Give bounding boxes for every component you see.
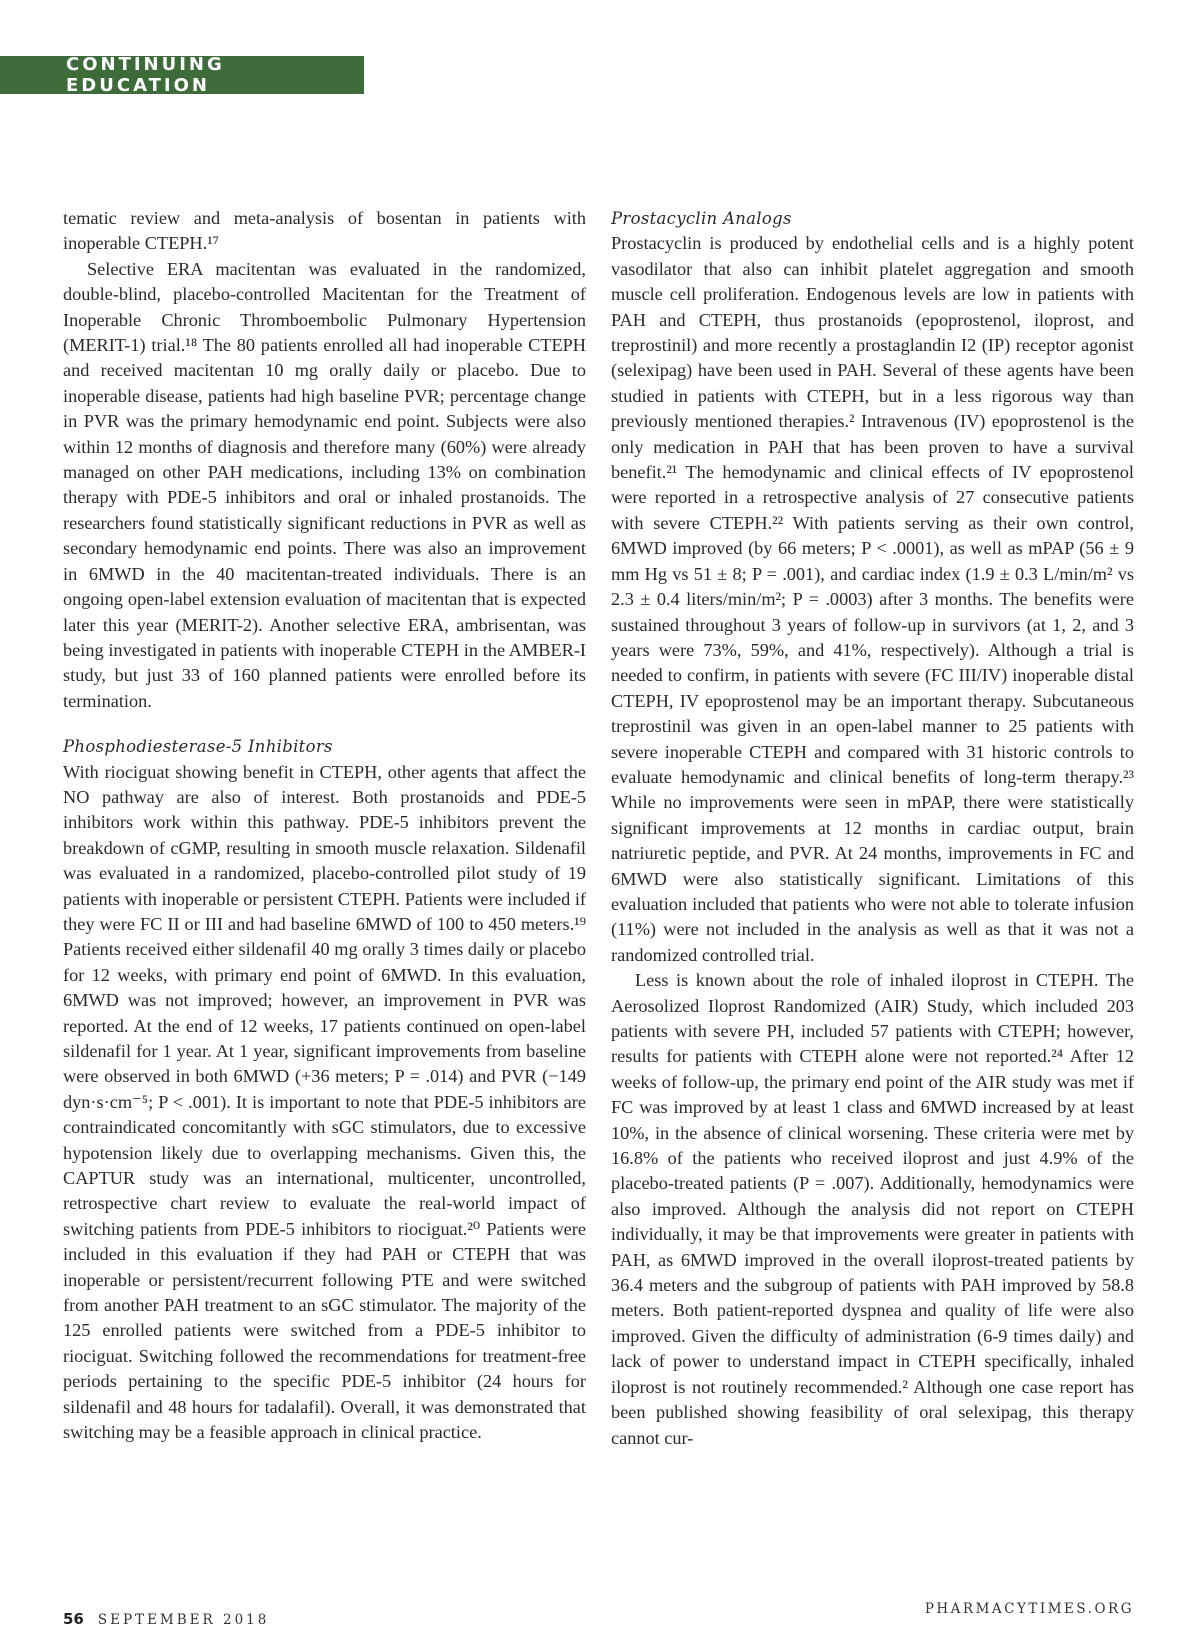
section-label: CONTINUING EDUCATION (66, 54, 225, 96)
footer-website: PHARMACYTIMES.ORG (924, 1601, 1134, 1617)
paragraph: Less is known about the role of inhaled iloprost in CTEPH. The Aerosolized Iloprost Randomized (AIR) Study, which included 203 patients with severe PH, included 57 patients with CTEPH; however, results for patients with CTEPH alone were not reported.²⁴ After 12 weeks of follow-up, the primary end point of the AIR study was met if FC was improved by at least 1 class and 6MWD increased by at least 10%, in the absence of clinical worsening. These criteria were met by 16.8% of the patients who received iloprost and just 4.9% of the placebo-treated patients (P = .007). Additionally, hemodynamics were also improved. Although the analysis did not report on CTEPH individually, it may be that improvements were greater in patients with PAH, as 6MWD improved in the overall iloprost-treated patients by 36.4 meters and the subgroup of patients with PAH improved by 58.8 meters. Both patient-reported dyspnea and quality of life were also improved. Given the difficulty of administration (6-9 times daily) and lack of power to understand impact in CTEPH specifically, inhaled iloprost is not routinely recommended.² Although one case report has been published showing feasibility of oral selexipag, this therapy cannot cur- (611, 970, 1134, 1448)
section-heading: Phosphodiesterase-5 Inhibitors (63, 737, 333, 757)
footer-left (63, 1610, 269, 1628)
paragraph: tematic review and meta-analysis of bosentan in patients with inoperable CTEPH.¹⁷ (63, 208, 586, 254)
page-number: 56 (63, 1610, 84, 1628)
left-column (63, 206, 586, 1446)
right-column (611, 206, 1134, 1451)
paragraph: With riociguat showing benefit in CTEPH, other agents that affect the NO pathway are also of interest. Both prostanoids and PDE-5 inhibitors work within this pathway. PDE-5 inhibitors prevent the breakdown of cGMP, resulting in smooth muscle relaxation. Sildenafil was evaluated in a randomized, placebo-controlled pilot study of 19 patients with inoperable or persistent CTEPH. Patients were included if they were FC II or III and had baseline 6MWD of 100 to 450 meters.¹⁹ Patients received either sildenafil 40 mg orally 3 times daily or placebo for 12 weeks, with primary end point of 6MWD. In this evaluation, 6MWD was not improved; however, an improvement in PVR was reported. At the end of 12 weeks, 17 patients continued on open-label sildenafil for 1 year. At 1 year, significant improvements from baseline were observed in both 6MWD (+36 meters; P = .014) and PVR (−149 dyn·s·cm⁻⁵; P < .001). It is important to note that PDE-5 inhibitors are contraindicated concomitantly with sGC stimulators, due to excessive hypotension likely due to overlapping mechanisms. Given this, the CAPTUR study was an international, multicenter, uncontrolled, retrospective chart review to evaluate the real-world impact of switching patients from PDE-5 inhibitors to riociguat.²⁰ Patients were included in this evaluation if they had PAH or CTEPH that was inoperable or persistent/recurrent following PTE and were switched from another PAH treatment to an sGC stimulator. The majority of the 125 enrolled patients were switched from a PDE-5 inhibitor to riociguat. Switching followed the recommendations for treatment-free periods pertaining to the specific PDE-5 inhibitor (24 hours for sildenafil and 48 hours for tadalafil). Overall, it was demonstrated that switching may be a feasible approach in clinical practice. (63, 761, 586, 1443)
issue-date: SEPTEMBER 2018 (97, 1612, 270, 1628)
paragraph: Prostacyclin is produced by endothelial cells and is a highly potent vasodilator that also can inhibit platelet aggregation and smooth muscle cell proliferation. Endogenous levels are low in patients with PAH and CTEPH, thus prostanoids (epoprostenol, iloprost, and treprostinil) and more recently a prostaglandin I2 (IP) receptor agonist (selexipag) have been used in PAH. Several of these agents have been studied in patients with CTEPH, but in a less rigorous way than previously mentioned therapies.² Intravenous (IV) epoprostenol is the only medication in PAH that has been proven to have a survival benefit.²¹ The hemodynamic and clinical effects of IV epoprostenol were reported in a retrospective analysis of 27 consecutive patients with severe CTEPH.²² With patients serving as their own control, 6MWD improved (by 66 meters; P < .0001), as well as mPAP (56 ± 9 mm Hg vs 51 ± 8; P = .001), and cardiac index (1.9 ± 0.3 L/min/m² vs 2.3 ± 0.4 liters/min/m²; P = .0003) after 3 months. The benefits were sustained throughout 3 years of follow-up in survivors (at 1, 2, and 3 years were 73%, 59%, and 41%, respectively). Although a trial is needed to confirm, in patients with severe (FC III/IV) inoperable distal CTEPH, IV epoprostenol may be an important therapy. Subcutaneous treprostinil was given in an open-label manner to 25 patients with severe inoperable CTEPH and compared with 31 historic controls to evaluate hemodynamic and clinical benefits of long-term therapy.²³ While no improvements were seen in mPAP, there were statistically significant improvements at 12 months in cardiac output, brain natriuretic peptide, and PVR. At 24 months, improvements in FC and 6MWD were also statistically significant. Limitations of this evaluation included that patients who were not able to tolerate infusion (11%) were not included in the analysis as well as that it was not a randomized controlled trial. (611, 233, 1134, 965)
paragraph: Selective ERA macitentan was evaluated in the randomized, double-blind, placebo-controlled Macitentan for the Treatment of Inoperable Chronic Thromboembolic Pulmonary Hypertension (MERIT-1) trial.¹⁸ The 80 patients enrolled all had inoperable CTEPH and received macitentan 10 mg orally daily or placebo. Due to inoperable disease, patients had high baseline PVR; percentage change in PVR was the primary hemodynamic end point. Subjects were also within 12 months of diagnosis and therefore many (60%) were already managed on other PAH medications, including 13% on combination therapy with PDE-5 inhibitors and oral or inhaled prostanoids. The researchers found statistically significant reductions in PVR as well as secondary hemodynamic end points. There was also an improvement in 6MWD in the 40 macitentan-treated individuals. There is an ongoing open-label extension evaluation of macitentan that is expected later this year (MERIT-2). Another selective ERA, ambrisentan, was being investigated in patients with inoperable CTEPH in the AMBER-I study, but just 33 of 160 planned patients were enrolled before its termination. (63, 258, 586, 711)
section-banner (0, 56, 364, 94)
section-heading: Prostacyclin Analogs (611, 209, 792, 228)
